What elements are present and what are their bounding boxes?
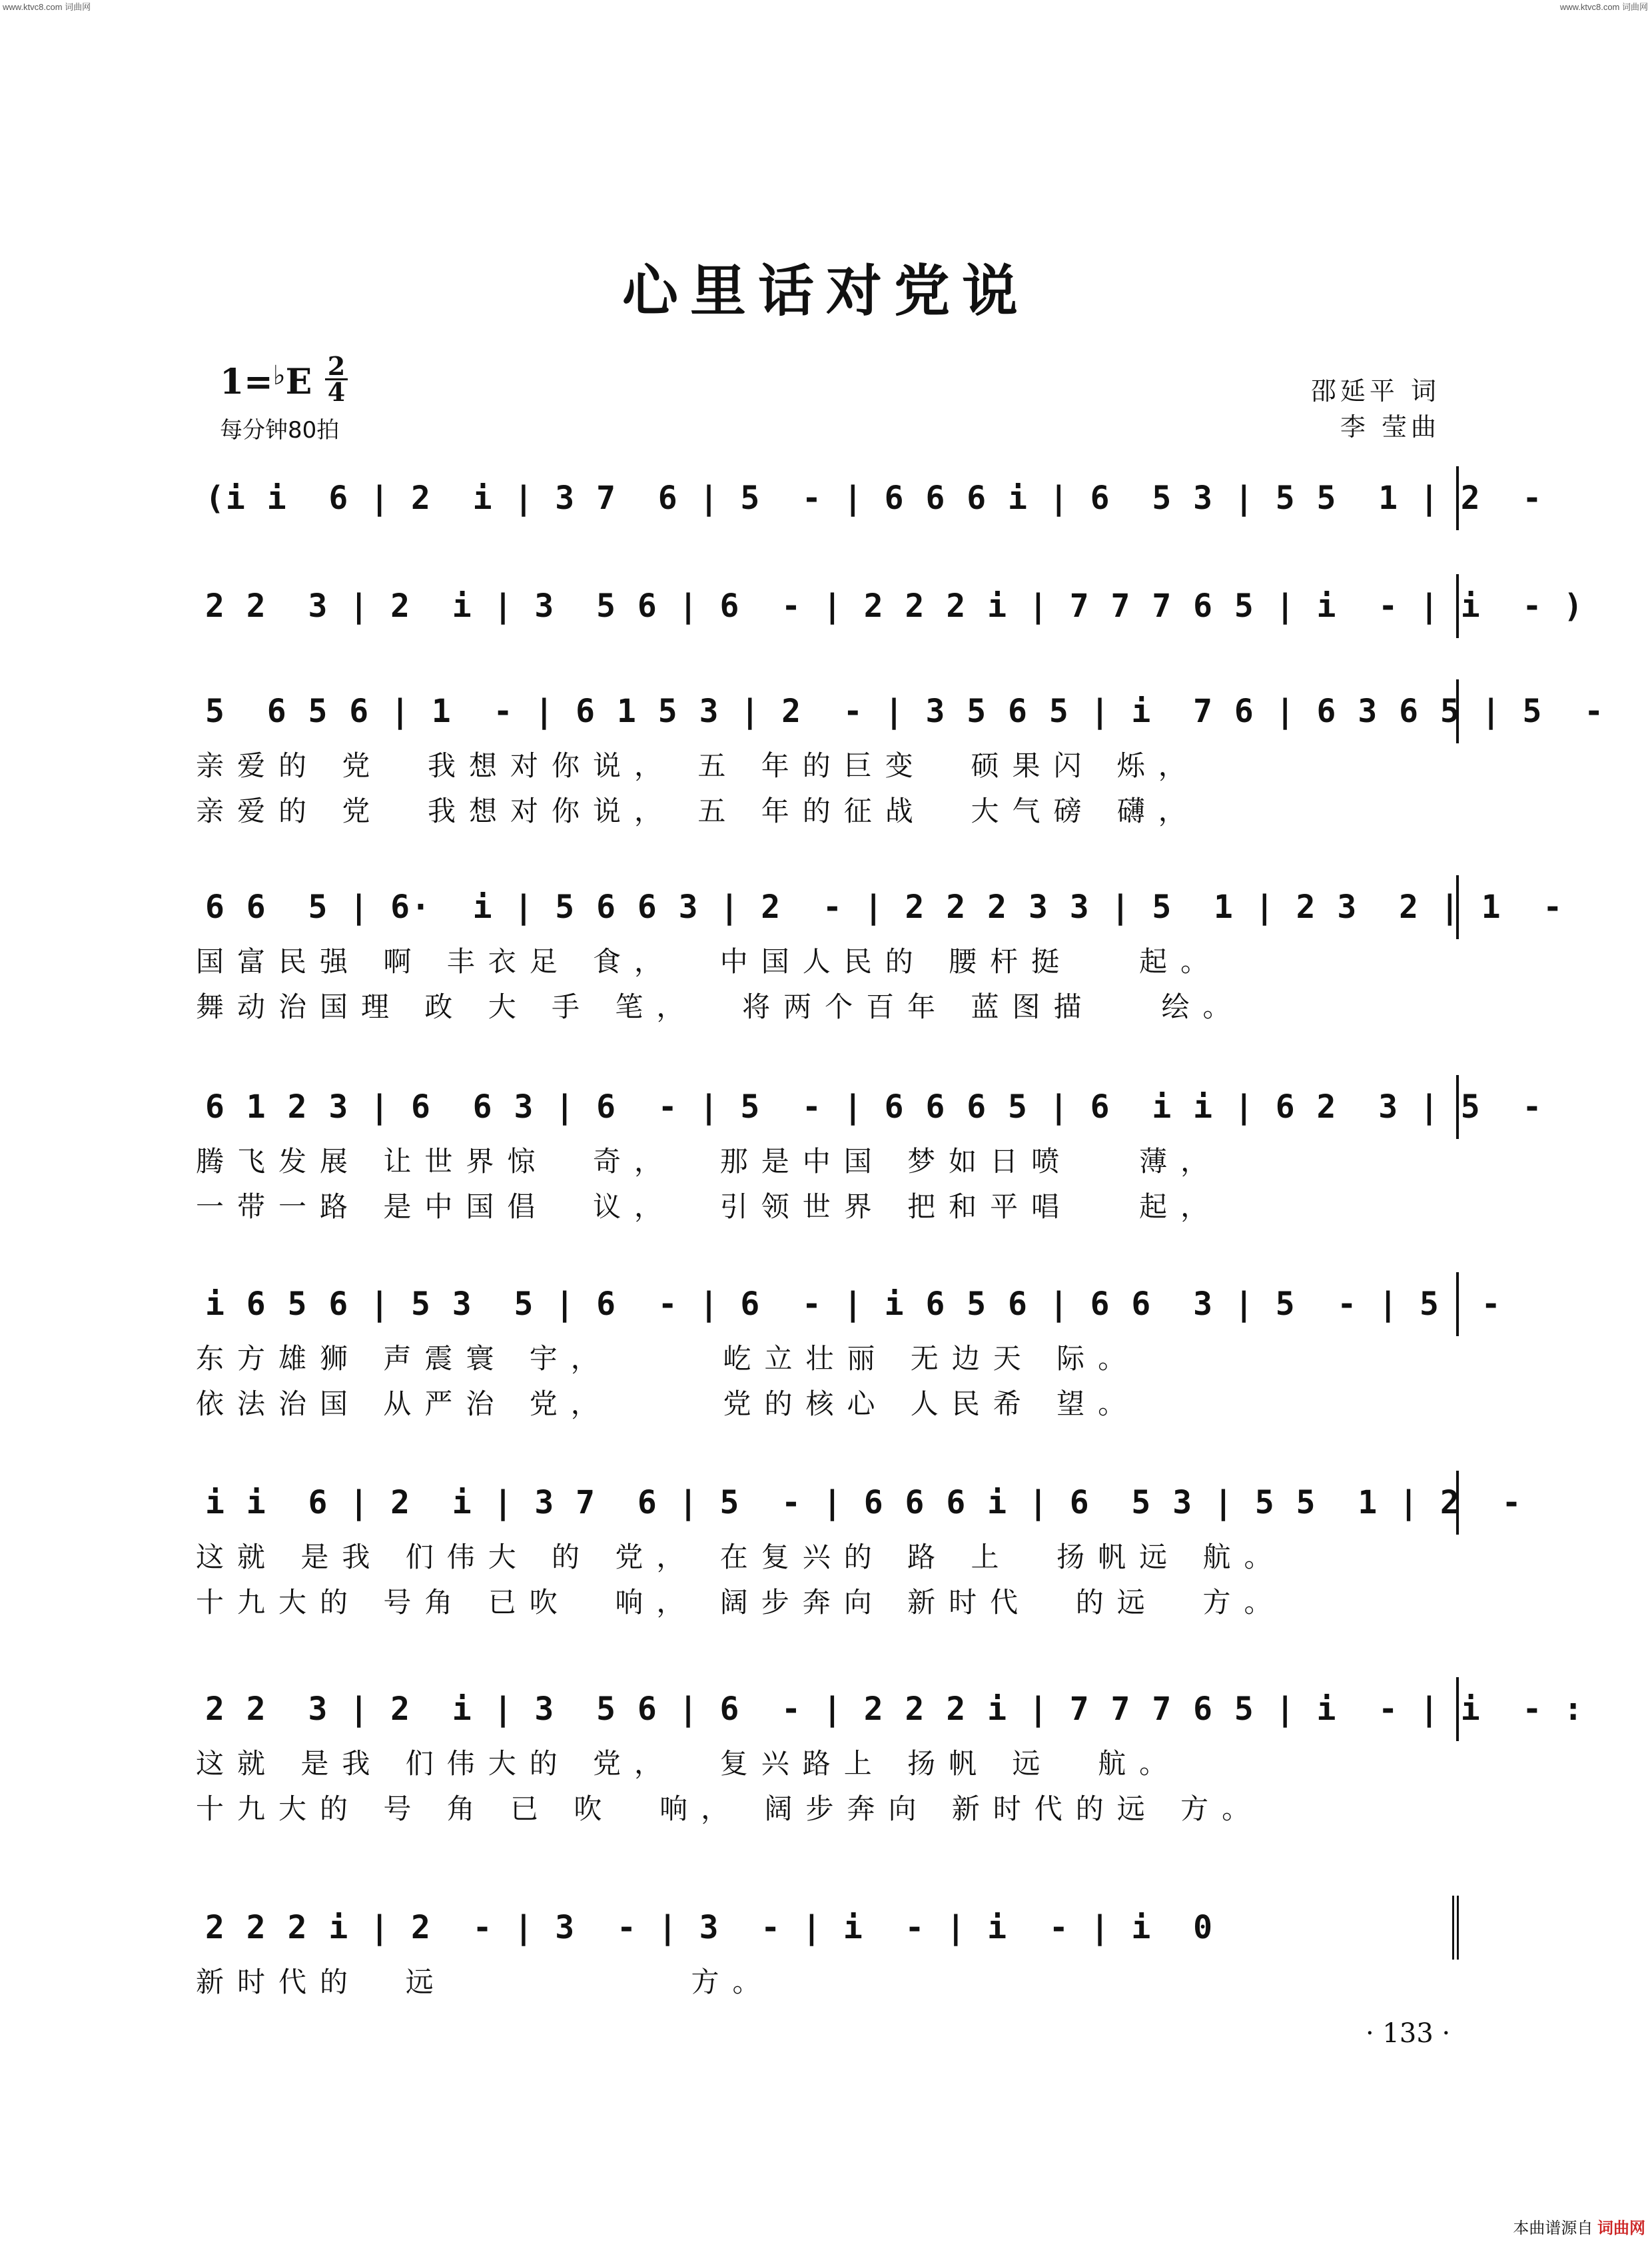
score-system-1 — [193, 466, 1543, 530]
lyric-verse-1: 东方雄狮 声震寰 宇， 屹立壮丽 无边天 际。 — [196, 1342, 1140, 1375]
notation-line: 2 2 3 | 2 i | 3 5 6 | 6 - | 2 2 2 i | 7 7 7 6 5 | i - | i - ) — [193, 574, 1459, 638]
page-number: · 133 · — [1366, 2018, 1451, 2049]
lyric-verse-2: 十九大的 号角 已吹 响， 阔步奔向 新时代 的远 方。 — [196, 1586, 1286, 1619]
key-signature — [220, 360, 312, 402]
lyric-verse-2: 亲爱的 党 我想对你说， 五 年的征战 大气磅 礴， — [196, 795, 1200, 827]
lyric-verse-2: 一带一路 是中国倡 议， 引领世界 把和平唱 起， — [196, 1190, 1222, 1223]
time-signature — [325, 351, 348, 407]
key-note: E — [285, 362, 312, 402]
score-system-2 — [193, 574, 1585, 638]
lyric-verse-2: 依法治国 从严治 党， 党的核心 人民希 望。 — [196, 1387, 1140, 1420]
flat-sign: ♭ — [272, 360, 286, 391]
key-prefix: 1= — [220, 362, 273, 402]
notation-line: (i i 6 | 2 i | 3 7 6 | 5 - | 6 6 6 i | 6 5 3 | 5 5 1 | 2 - — [193, 466, 1459, 530]
time-top: 2 — [327, 351, 346, 381]
score-system-9 — [193, 1896, 1459, 2005]
lyric-verse-1: 腾飞发展 让世界惊 奇， 那是中国 梦如日喷 薄， — [196, 1145, 1222, 1178]
lyric-verse-1: 这就 是我 们伟大 的 党， 在复兴的 路 上 扬帆远 航。 — [196, 1541, 1286, 1573]
score-system-6 — [193, 1272, 1502, 1427]
score-system-4 — [193, 875, 1564, 1030]
footer-source — [1513, 2215, 1645, 2238]
notation-line: i 6 5 6 | 5 3 5 | 6 - | 6 - | i 6 5 6 | 6 6 3 | 5 - | 5 - — [193, 1272, 1459, 1336]
lyric-verse-2: 舞动治国理 政 大 手 笔， 将两个百年 蓝图描 绘。 — [196, 990, 1244, 1023]
lyric-verse-2: 十九大的 号 角 已 吹 响， 阔步奔向 新时代的远 方。 — [196, 1792, 1264, 1825]
notation-line: 2 2 3 | 2 i | 3 5 6 | 6 - | 2 2 2 i | 7 7 7 6 5 | i - | i - : — [193, 1677, 1459, 1741]
footer-brand[interactable]: 词曲网 — [1597, 2219, 1645, 2237]
footer-text: 本曲谱源自 — [1513, 2219, 1593, 2237]
score-system-3 — [193, 679, 1605, 834]
notation-line: 5 6 5 6 | 1 - | 6 1 5 3 | 2 - | 3 5 6 5 | i 7 6 | 6 3 6 5 | 5 - — [193, 679, 1459, 743]
lyric-verse-1: 新时代的 远 方。 — [196, 1966, 774, 1998]
tempo-marking: 每分钟80拍 — [220, 417, 340, 444]
lyricist-credit: 邵延平 词 — [1310, 376, 1440, 406]
lyric-verse-1: 这就 是我 们伟大的 党， 复兴路上 扬帆 远 航。 — [196, 1747, 1181, 1780]
watermark-right: www.ktvc8.com 词曲网 — [1559, 2, 1648, 12]
notation-line: 6 1 2 3 | 6 6 3 | 6 - | 5 - | 6 6 6 5 | 6 i i | 6 2 3 | 5 - — [193, 1075, 1459, 1139]
notation-line: 2 2 2 i | 2 - | 3 - | 3 - | i - | i - | i 0 — [193, 1896, 1459, 1960]
score-system-7 — [193, 1471, 1523, 1625]
lyric-verse-1: 国富民强 啊 丰衣足 食， 中国人民的 腰杆挺 起。 — [196, 945, 1222, 978]
composer-credit: 李 莹曲 — [1340, 412, 1440, 442]
score-system-5 — [193, 1075, 1543, 1230]
watermark-left: www.ktvc8.com 词曲网 — [3, 2, 91, 12]
score-system-8 — [193, 1677, 1585, 1832]
song-title: 心里话对党说 — [621, 258, 1030, 324]
time-bottom: 4 — [327, 377, 346, 407]
notation-line: 6 6 5 | 6· i | 5 6 6 3 | 2 - | 2 2 2 3 3 | 5 1 | 2 3 2 | 1 - — [193, 875, 1459, 939]
lyric-verse-1: 亲爱的 党 我想对你说， 五 年的巨变 硕果闪 烁， — [196, 749, 1200, 782]
notation-line: i i 6 | 2 i | 3 7 6 | 5 - | 6 6 6 i | 6 5 3 | 5 5 1 | 2 - — [193, 1471, 1459, 1535]
